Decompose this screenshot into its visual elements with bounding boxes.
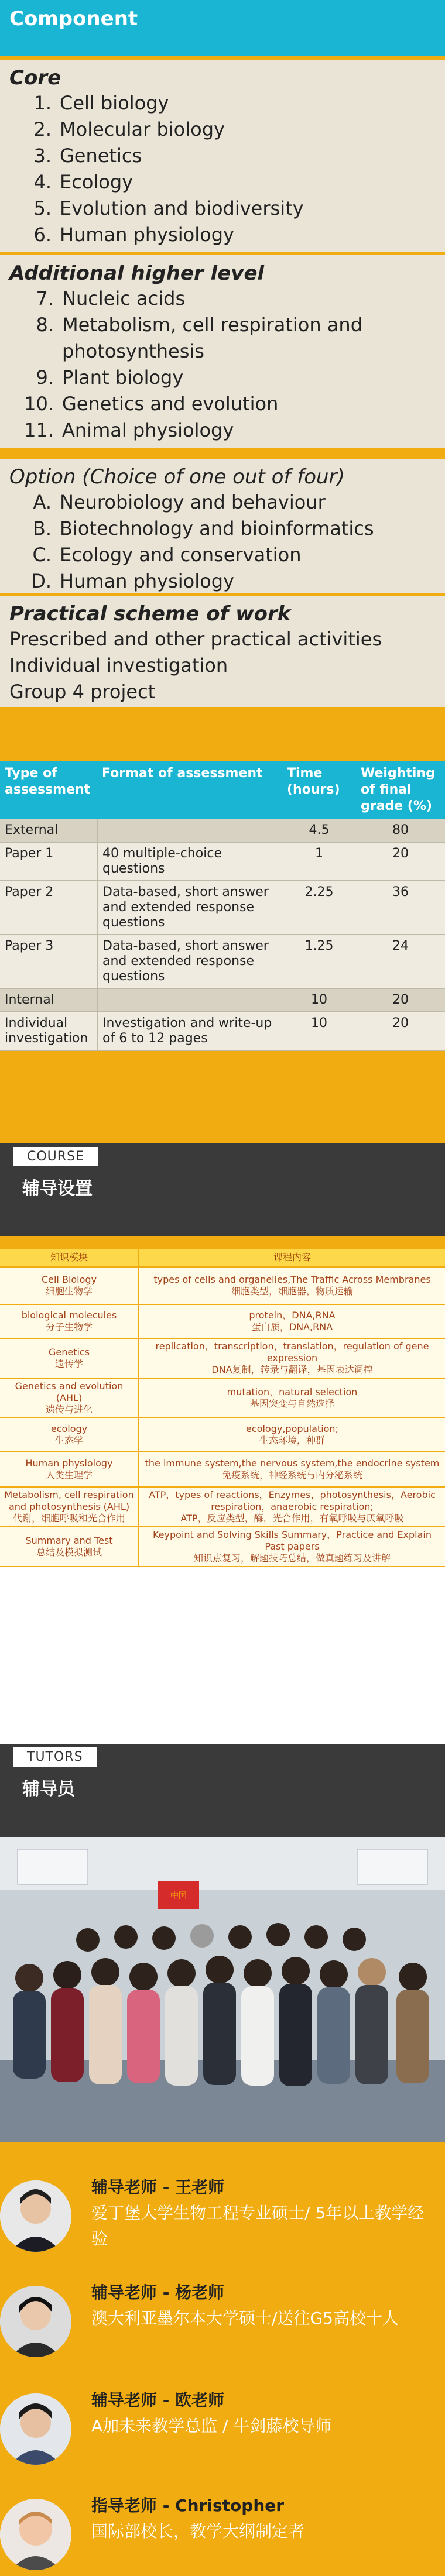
module-name-en: ecology (50, 1423, 88, 1434)
list-item: 1. Cell biology (33, 92, 169, 114)
tutor-name: 指导老师 - Christopher (91, 2496, 285, 2515)
type-cell: Paper 2 (0, 881, 97, 935)
list-item: 3. Genetics (33, 145, 142, 167)
ahl-list (9, 286, 436, 444)
module-cell (0, 1452, 139, 1487)
table-header-row (0, 761, 445, 819)
group-photo (0, 1837, 445, 2142)
module-name-en: Human physiology (25, 1458, 113, 1469)
content-en: replication，transcription，translation，regulation of gene expression (155, 1341, 429, 1363)
content-zh: 蛋白质，DNA,RNA (251, 1321, 333, 1332)
course-header (0, 1143, 445, 1236)
content-cell (139, 1267, 445, 1304)
list-item: 9. Plant biology (36, 366, 184, 389)
course-title: 辅导设置 (22, 1179, 93, 1199)
module-cell (0, 1527, 139, 1567)
table-row (0, 819, 445, 842)
table-row (0, 935, 445, 988)
content-cell (139, 1418, 445, 1452)
module-name-en: Metabolism, cell respiration and photosynthesis (AHL) (4, 1489, 134, 1512)
table-row (0, 1452, 445, 1487)
assessment-section (0, 761, 445, 1147)
content-en: protein，DNA,RNA (249, 1310, 336, 1321)
module-name-en: Summary and Test (25, 1535, 113, 1546)
module-name-zh: 生态学 (54, 1435, 83, 1446)
avatar (0, 2180, 71, 2252)
group-photo-illustration (0, 1837, 445, 2142)
column-header: 知识模块 (0, 1249, 139, 1267)
component-header: Component (0, 0, 445, 56)
option-section (0, 459, 445, 593)
course-divider (0, 1236, 445, 1249)
column-header: Type of assessment (0, 761, 97, 819)
format-cell: Data-based, short answer and extended response questions (97, 881, 282, 935)
practical-item: Individual investigation (9, 654, 228, 676)
assessment-table (0, 761, 445, 1051)
module-cell (0, 1267, 139, 1304)
tutor-name: 辅导老师 - 王老师 (91, 2177, 225, 2197)
content-en: mutation，natural selection (227, 1386, 358, 1397)
type-cell: External (0, 819, 97, 842)
list-item: C. Ecology and conservation (32, 544, 302, 566)
format-cell (97, 819, 282, 842)
practical-title: Practical scheme of work (9, 602, 291, 626)
list-item: 6. Human physiology (33, 224, 234, 246)
content-en: ecology,population; (246, 1423, 338, 1434)
module-name-zh: 人类生理学 (45, 1469, 93, 1481)
avatar (0, 2499, 71, 2570)
content-en: Keypoint and Solving Skills Summary，Practice and Explain Past papers (152, 1529, 432, 1552)
list-item: 11. Animal physiology (24, 419, 234, 441)
module-name-en: biological molecules (21, 1310, 117, 1321)
content-cell (139, 1338, 445, 1378)
content-en: ATP，types of reactions，Enzymes，photosynthesis，Aerobic respiration，anaerobic respiration; (149, 1489, 436, 1512)
time-cell: 10 (282, 1012, 356, 1050)
option-title: Option (Choice of one out of four) (9, 465, 345, 489)
type-cell: Internal (0, 988, 97, 1012)
list-item: 4. Ecology (33, 171, 134, 193)
content-zh: 生态环境，种群 (259, 1435, 325, 1446)
list-item: D. Human physiology (31, 570, 234, 592)
content-en: the immune system,the nervous system,the endocrine system (145, 1458, 440, 1469)
list-item: B. Biotechnology and bioinformatics (32, 517, 374, 540)
tutors-title: 辅导员 (22, 1779, 75, 1799)
time-cell: 4.5 (282, 819, 356, 842)
module-cell (0, 1378, 139, 1418)
module-name-zh: 分子生物学 (45, 1321, 93, 1332)
course-table (0, 1249, 445, 1567)
format-cell: Investigation and write-up of 6 to 12 pages (97, 1012, 282, 1050)
time-cell: 1.25 (282, 935, 356, 988)
table-row (0, 1378, 445, 1418)
module-name-en: Genetics and evolution (AHL) (15, 1380, 124, 1403)
list-item: A. Neurobiology and behaviour (33, 491, 326, 513)
content-zh: ATP，反应类型，酶，光合作用，有氧呼吸与厌氧呼吸 (180, 1513, 404, 1524)
practical-item: Group 4 project (9, 681, 156, 703)
time-cell: 2.25 (282, 881, 356, 935)
content-cell (139, 1527, 445, 1567)
column-header: Weighting of final grade (%) (356, 761, 445, 819)
avatar (0, 2393, 71, 2465)
content-zh: DNA复制，转录与翻译，基因表达调控 (211, 1364, 373, 1375)
module-name-zh: 总结及模拟测试 (36, 1547, 102, 1558)
tutor-description: 澳大利亚墨尔本大学硕士/送往G5高校十人 (91, 2309, 399, 2328)
practical-section (0, 596, 445, 707)
table-row (0, 988, 445, 1012)
list-item: 7. Nucleic acids (36, 287, 186, 310)
core-title: Core (9, 66, 61, 90)
table-row (0, 1304, 445, 1338)
type-cell: Paper 3 (0, 935, 97, 988)
weight-cell: 80 (356, 819, 445, 842)
content-zh: 免疫系统，神经系统与内分泌系统 (221, 1469, 362, 1481)
core-section (0, 60, 445, 252)
content-cell (139, 1452, 445, 1487)
format-cell (97, 988, 282, 1012)
module-name-en: Cell Biology (41, 1274, 97, 1285)
content-en: types of cells and organelles,The Traffic Across Membranes (153, 1274, 431, 1285)
module-name-zh: 细胞生物学 (45, 1286, 93, 1297)
option-list (9, 489, 436, 595)
avatar (0, 2286, 71, 2357)
tutor-name: 辅导老师 - 欧老师 (91, 2390, 225, 2410)
content-cell (139, 1487, 445, 1527)
ahl-title: Additional higher level (9, 262, 265, 285)
table-row (0, 1527, 445, 1567)
table-row (0, 881, 445, 935)
tutor-description: 爱丁堡大学生物工程专业硕士/ 5年以上教学经验 (91, 2203, 425, 2248)
type-cell: Individual investigation (0, 1012, 97, 1050)
tutor-description: A加未来教学总监 / 牛剑藤校导师 (91, 2416, 332, 2436)
time-cell: 1 (282, 842, 356, 881)
time-cell: 10 (282, 988, 356, 1012)
module-cell (0, 1418, 139, 1452)
table-row (0, 1338, 445, 1378)
module-cell (0, 1338, 139, 1378)
weight-cell: 20 (356, 988, 445, 1012)
weight-cell: 36 (356, 881, 445, 935)
core-list (9, 90, 436, 248)
weight-cell: 20 (356, 1012, 445, 1050)
content-zh: 基因突变与自然选择 (249, 1398, 334, 1409)
table-header-row (0, 1249, 445, 1267)
content-zh: 细胞类型，细胞器，物质运输 (231, 1286, 353, 1297)
ahl-section (0, 255, 445, 448)
list-item: 10. Genetics and evolution (24, 393, 279, 415)
tutor-description: 国际部校长，教学大纲制定者 (91, 2522, 305, 2541)
weight-cell: 24 (356, 935, 445, 988)
course-tag: COURSE (13, 1147, 98, 1166)
module-name-zh: 代谢，细胞呼吸和光合作用 (12, 1513, 125, 1524)
type-cell: Paper 1 (0, 842, 97, 881)
list-item: 2. Molecular biology (33, 118, 225, 140)
weight-cell: 20 (356, 842, 445, 881)
column-header: Time (hours) (282, 761, 356, 819)
module-cell (0, 1304, 139, 1338)
column-header: Format of assessment (97, 761, 282, 819)
tutors-header (0, 1744, 445, 1837)
table-row (0, 1487, 445, 1527)
list-item: 5. Evolution and biodiversity (33, 197, 304, 219)
component-table (0, 0, 445, 761)
list-item: 8. Metabolism, cell respiration and photosynthesis (36, 314, 362, 362)
content-cell (139, 1378, 445, 1418)
module-cell (0, 1487, 139, 1527)
module-name-zh: 遗传与进化 (45, 1404, 93, 1415)
flag-label: 中国 (170, 1891, 187, 1901)
table-row (0, 842, 445, 881)
table-row (0, 1418, 445, 1452)
tutors-tag: TUTORS (13, 1747, 97, 1767)
tutors-list (0, 2142, 445, 2576)
tutor-name: 辅导老师 - 杨老师 (91, 2283, 225, 2302)
format-cell: 40 multiple-choice questions (97, 842, 282, 881)
practical-item: Prescribed and other practical activities (9, 628, 382, 650)
content-cell (139, 1304, 445, 1338)
table-row (0, 1012, 445, 1050)
format-cell: Data-based, short answer and extended response questions (97, 935, 282, 988)
table-row (0, 1267, 445, 1304)
module-name-zh: 遗传学 (54, 1358, 83, 1369)
module-name-en: Genetics (48, 1347, 90, 1358)
column-header: 课程内容 (139, 1249, 445, 1267)
content-zh: 知识点复习，解题技巧总结，做真题练习及讲解 (193, 1553, 391, 1564)
